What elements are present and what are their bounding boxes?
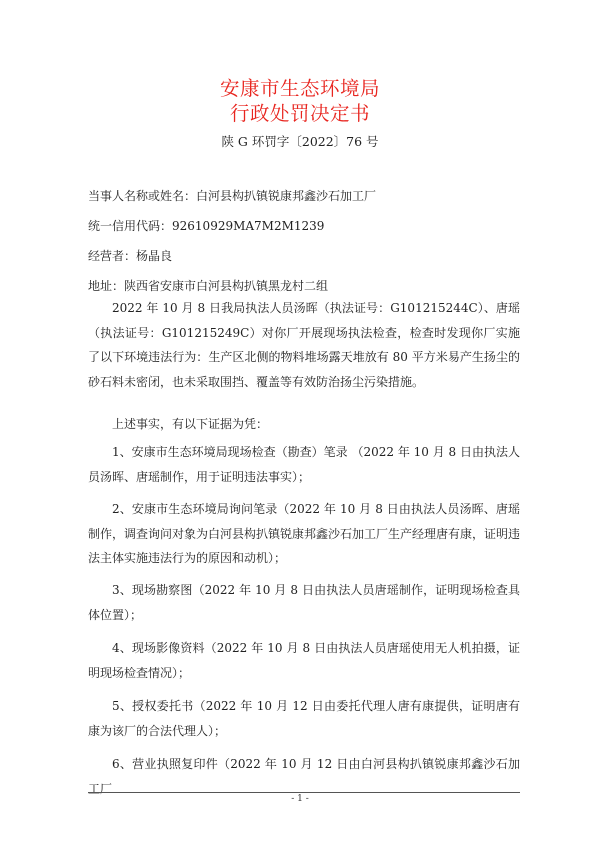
evidence-item-2: 2、安康市生态环境局询问笔录（2022 年 10 月 8 日由执法人员汤晖、唐瑶制作，调查询问对象为白河县构扒镇锐康邦鑫沙石加工厂生产经理唐有康，证明违法主体实施违法行为的原因和动机）； bbox=[88, 502, 521, 565]
operator-field bbox=[88, 248, 172, 264]
operator-value: 杨晶良 bbox=[136, 249, 173, 263]
footer-rule bbox=[88, 792, 520, 793]
document-number: 陕 G 环罚字〔2022〕76 号 bbox=[221, 134, 379, 149]
address-value: 陕西省安康市白河县构扒镇黑龙村二组 bbox=[124, 279, 329, 293]
party-name-field bbox=[88, 188, 376, 204]
evidence-item-6: 6、营业执照复印件（2022 年 10 月 12 日由白河县构扒镇锐康邦鑫沙石加工厂 bbox=[88, 757, 520, 796]
evidence-intro: 上述事实，有以下证据为凭： bbox=[112, 417, 269, 431]
document-type-title: 行政处罚决定书 bbox=[229, 102, 370, 125]
party-name-label: 当事人名称或姓名： bbox=[88, 189, 197, 203]
address-label: 地址： bbox=[88, 279, 125, 293]
credit-code-field bbox=[88, 218, 324, 234]
agency-title: 安康市生态环境局 bbox=[219, 77, 380, 100]
evidence-item-1: 1、安康市生态环境局现场检查（勘查）笔录 （2022 年 10 月 8 日由执法人员汤晖、唐瑶制作，用于证明违法事实）； bbox=[88, 445, 520, 484]
operator-label: 经营者： bbox=[88, 249, 137, 263]
credit-code-value: 92610929MA7M2M1239 bbox=[172, 219, 325, 233]
title-block bbox=[0, 76, 600, 126]
evidence-item-4: 4、现场影像资料（2022 年 10 月 8 日由执法人员唐瑶使用无人机拍摄，证明现场检查情况）； bbox=[88, 641, 520, 680]
evidence-item-5: 5、授权委托书（2022 年 10 月 12 日由委托代理人唐有康提供，证明唐有康为该厂的合法代理人）； bbox=[88, 699, 520, 738]
evidence-item-3: 3、现场勘察图（2022 年 10 月 8 日由执法人员唐瑶制作，证明现场检查具体位置）； bbox=[88, 583, 520, 622]
facts-paragraph: 2022 年 10 月 8 日我局执法人员汤晖（执法证号：G101215244C）、唐瑶（执法证号：G101215249C）对你厂开展现场执法检查，检查时发现你厂实施了以下环境违法行为：生产区北侧的物料堆场露天堆放有 80 平方米易产生扬尘的砂石料未密闭，也未采取围挡、覆盖等有效防治扬尘污染措施。 bbox=[88, 301, 520, 389]
credit-code-label: 统一信用代码： bbox=[88, 219, 173, 233]
address-field bbox=[88, 278, 328, 294]
page-number: - 1 - bbox=[291, 794, 309, 804]
party-name-value: 白河县构扒镇锐康邦鑫沙石加工厂 bbox=[196, 189, 377, 203]
